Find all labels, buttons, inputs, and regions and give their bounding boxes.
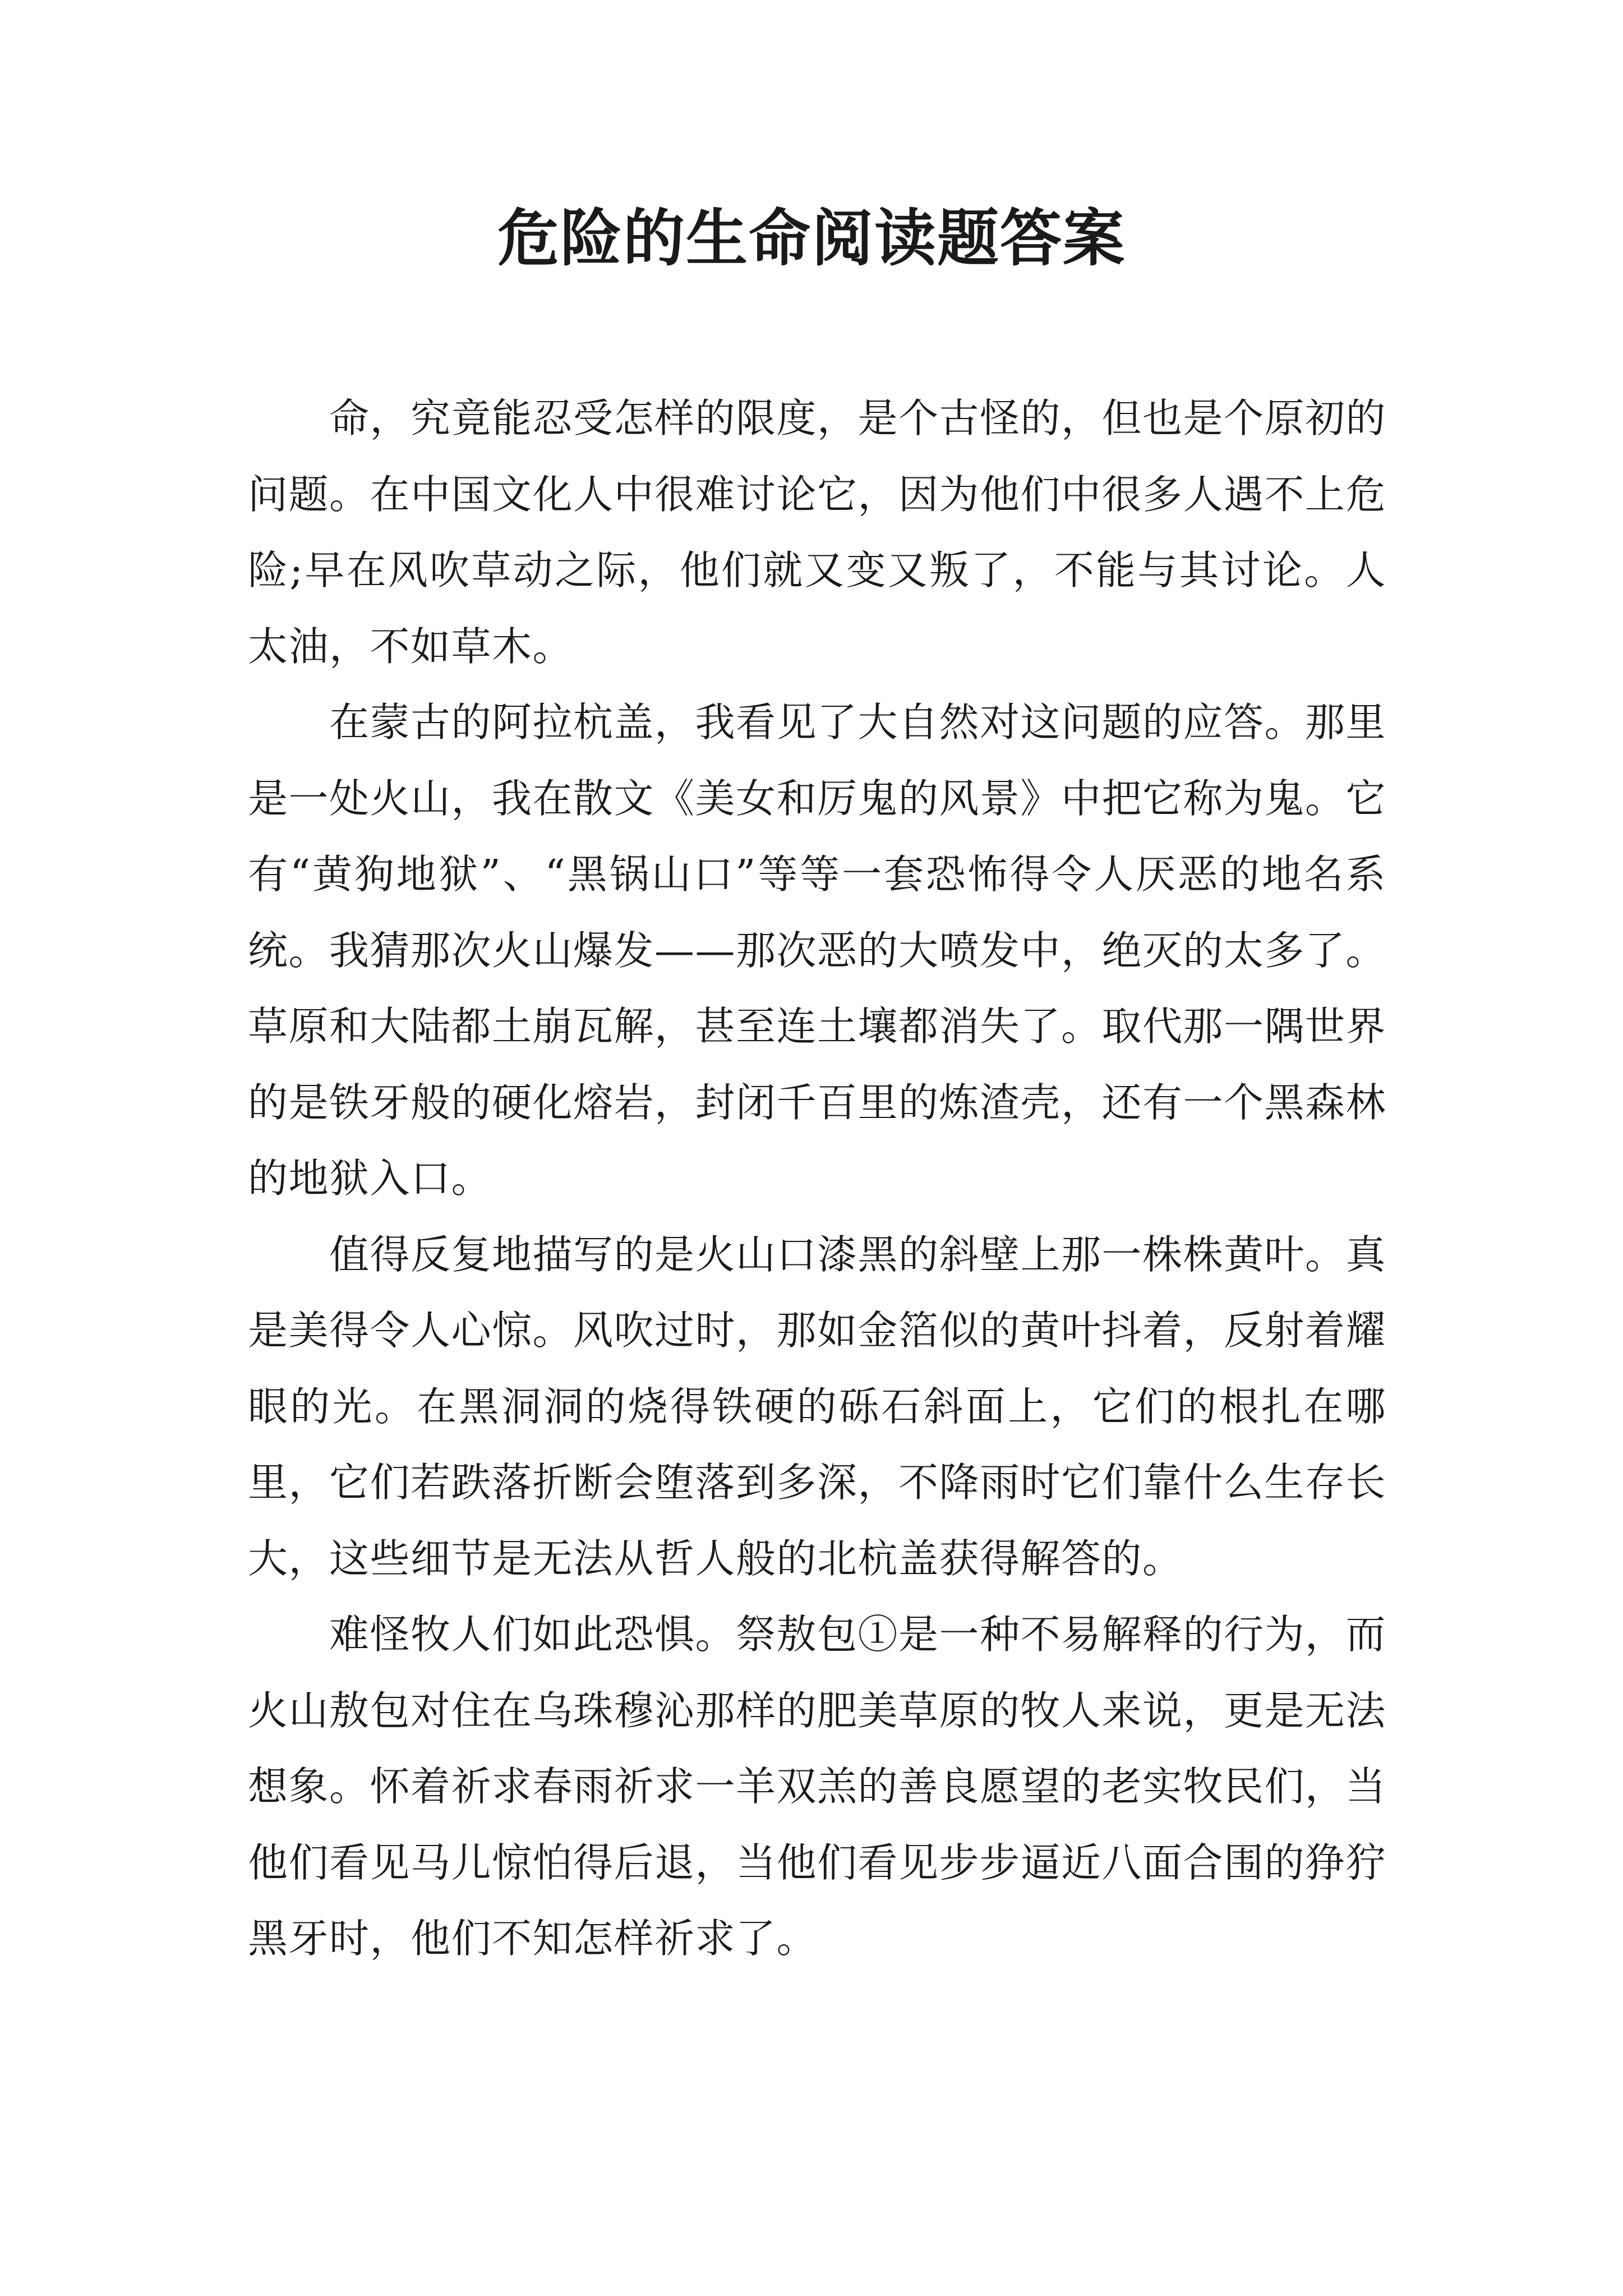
document-title: 危险的生命阅读题答案 — [497, 202, 1126, 274]
paragraph-1: 命，究竟能忍受怎样的限度，是个古怪的，但也是个原初的问题。在中国文化人中很难讨论它，因为他们中很多人遇不上危险;早在风吹草动之际，他们就又变又叛了，不能与其讨论。人太油，不如草木。 — [248, 395, 1387, 670]
paragraph-2: 在蒙古的阿拉杭盖，我看见了大自然对这问题的应答。那里是一处火山，我在散文《美女和厉鬼的风景》中把它称为鬼。它有“黄狗地狱”、“黑锅山口”等等一套恐怖得令人厌恶的地名系统。我猜那次火山爆发——那次恶的大喷发中，绝灭的太多了。草原和大陆都土崩瓦解，甚至连土壤都消失了。取代那一隅世界的是铁牙般的硬化熔岩，封闭千百里的炼渣壳，还有一个黑森林的地狱入口。 — [248, 699, 1387, 1202]
document-body — [248, 380, 1386, 1977]
paragraph-4: 难怪牧人们如此恐惧。祭敖包①是一种不易解释的行为，而火山敖包对住在乌珠穆沁那样的肥美草原的牧人来说，更是无法想象。怀着祈求春雨祈求一羊双羔的善良愿望的老实牧民们，当他们看见马儿惊怕得后退，当他们看见步步逼近八面合围的狰狞黑牙时，他们不知怎样祈求了。 — [248, 1611, 1387, 1962]
paragraph-3: 值得反复地描写的是火山口漆黑的斜壁上那一株株黄叶。真是美得令人心惊。风吹过时，那如金箔似的黄叶抖着，反射着耀眼的光。在黑洞洞的烧得铁硬的砾石斜面上，它们的根扎在哪里，它们若跌落折断会堕落到多深，不降雨时它们靠什么生存长大，这些细节是无法从哲人般的北杭盖获得解答的。 — [248, 1231, 1387, 1582]
